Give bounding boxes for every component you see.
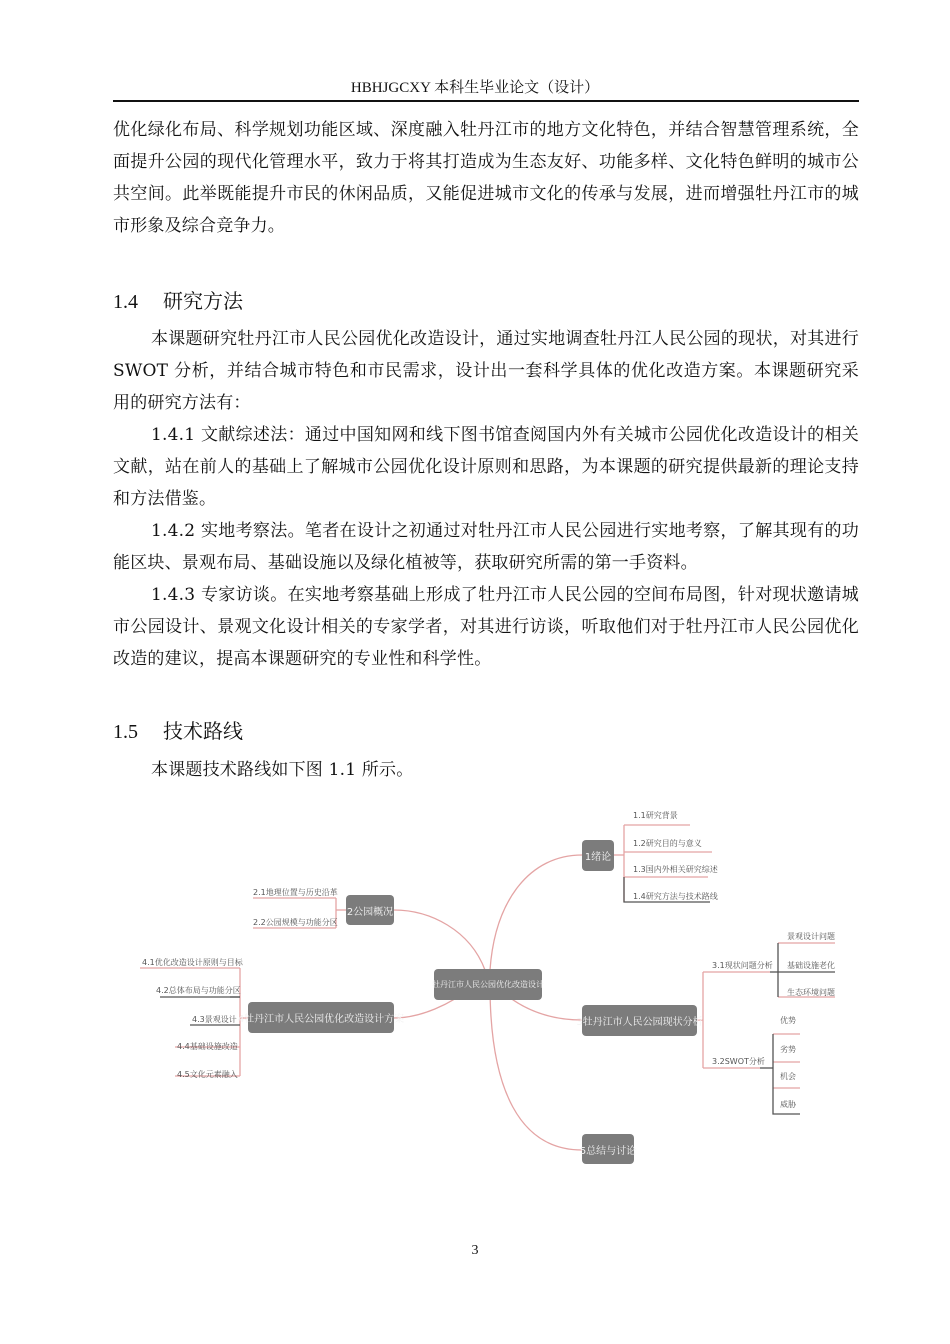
mindmap-leaf: 4.4基础设施改造 (177, 1042, 238, 1051)
page-number: 3 (471, 1243, 479, 1258)
mindmap-sub-branch: 3.2SWOT分析 (712, 1057, 765, 1066)
intro-paragraph: 优化绿化布局、科学规划功能区域、深度融入牡丹江市的地方文化特色，并结合智慧管理系统，全面提升公园的现代化管理水平，致力于将其打造成为生态友好、功能多样、文化特色鲜明的城市公共空间。此举既能提升市民的休闲品质，又能促进城市文化的传承与发展，进而增强牡丹江市的城市形象及综合竞争力。 (113, 120, 859, 236)
mindmap-leaf: 4.3景观设计 (192, 1015, 237, 1024)
mindmap-branch-5: 5总结与讨论 (582, 1134, 634, 1164)
method-3-paragraph: 1.4.3 专家访谈。在实地考察基础上形成了牡丹江市人民公园的空间布局图，针对现状邀请城市公园设计、景观文化设计相关的专家学者，对其进行访谈，听取他们对于牡丹江市人民公园优化改造的建议，提高本课题研究的专业性和科学性。 (113, 585, 859, 669)
mindmap-leaf: 景观设计问题 (787, 932, 835, 941)
header-title: HBHJGCXY 本科生毕业论文（设计） (350, 80, 600, 96)
mindmap-leaf: 4.5文化元素融入 (177, 1070, 238, 1079)
section-number: 1.5 (113, 721, 138, 743)
mindmap-leaf: 机会 (780, 1072, 796, 1081)
mindmap-sub-branch: 3.1现状问题分析 (712, 961, 773, 970)
mindmap-center-node: 牡丹江市人民公园优化改造设计 (434, 969, 542, 1000)
mindmap-leaf: 4.2总体布局与功能分区 (156, 986, 241, 995)
methods-intro-paragraph: 本课题研究牡丹江市人民公园优化改造设计，通过实地调查牡丹江人民公园的现状，对其进行 SWOT 分析，并结合城市特色和市民需求，设计出一套科学具体的优化改造方案。本课题研究采用的研究方法有： (113, 329, 859, 413)
mindmap-leaf: 2.1地理位置与历史沿革 (253, 888, 338, 897)
mindmap-branch-2: 2公园概况 (346, 895, 394, 925)
mindmap-leaf: 4.1优化改造设计原则与目标 (142, 958, 243, 967)
section-title: 技术路线 (163, 719, 243, 743)
mindmap-leaf: 生态环境问题 (787, 988, 835, 997)
mindmap-leaf: 1.4研究方法与技术路线 (633, 892, 718, 901)
section-number: 1.4 (113, 291, 138, 313)
mindmap-leaf: 优势 (780, 1016, 796, 1025)
mindmap-leaf: 基础设施老化 (787, 961, 835, 970)
method-2-paragraph: 1.4.2 实地考察法。笔者在设计之初通过对牡丹江市人民公园进行实地考察，了解其现有的功能区块、景观布局、基础设施以及绿化植被等，获取研究所需的第一手资料。 (113, 521, 859, 573)
mindmap-leaf: 2.2公园规模与功能分区 (253, 918, 338, 927)
mindmap-branch-1: 1绪论 (582, 840, 614, 871)
mindmap-leaf: 1.3国内外相关研究综述 (633, 865, 718, 874)
mindmap-leaf: 1.1研究背景 (633, 811, 678, 820)
mindmap-leaf: 劣势 (780, 1045, 796, 1054)
mindmap-leaf: 威胁 (780, 1100, 796, 1109)
mindmap-leaf: 1.2研究目的与意义 (633, 839, 702, 848)
section-title: 研究方法 (163, 289, 243, 313)
method-1-paragraph: 1.4.1 文献综述法：通过中国知网和线下图书馆查阅国内外有关城市公园优化改造设计的相关文献，站在前人的基础上了解城市公园优化设计原则和思路，为本课题的研究提供最新的理论支持和方法借鉴。 (113, 425, 859, 509)
mindmap-branch-4: 4牡丹江市人民公园优化改造设计方案 (248, 1002, 394, 1033)
route-intro-paragraph: 本课题技术路线如下图 1.1 所示。 (151, 760, 414, 780)
mindmap-branch-3: 3牡丹江市人民公园现状分析 (582, 1005, 697, 1036)
